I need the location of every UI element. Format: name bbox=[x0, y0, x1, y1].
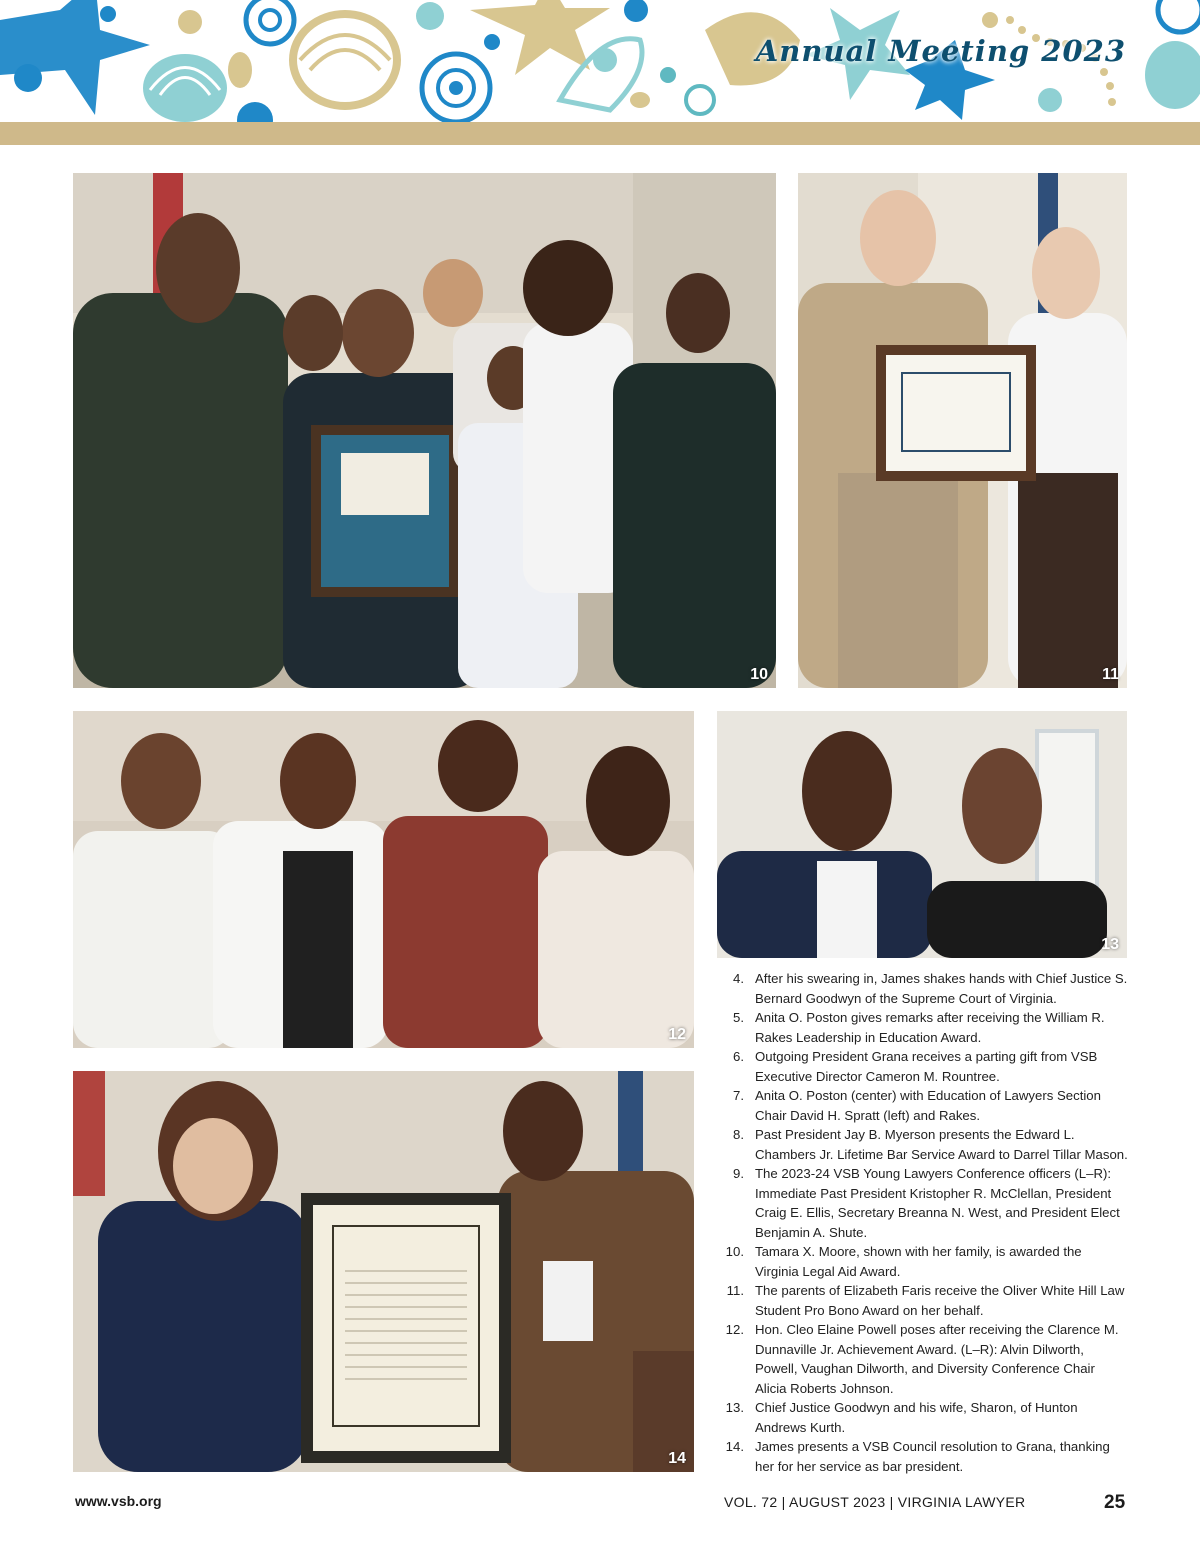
caption-item bbox=[716, 1086, 1128, 1125]
group-portrait-photo-icon bbox=[73, 711, 694, 1048]
caption-text: James presents a VSB Council resolution to Grana, thanking her for her service as bar president. bbox=[755, 1439, 1110, 1474]
couple-portrait-photo-icon bbox=[717, 711, 1127, 958]
caption-list bbox=[716, 969, 1128, 1476]
caption-number: 14. bbox=[725, 1439, 744, 1454]
caption-number: 11. bbox=[726, 1283, 744, 1298]
caption-item bbox=[716, 1125, 1128, 1164]
caption-number: 7. bbox=[733, 1088, 744, 1103]
photo-14 bbox=[73, 1071, 694, 1472]
caption-item bbox=[716, 1164, 1128, 1242]
caption-item bbox=[716, 1398, 1128, 1437]
caption-number: 9. bbox=[733, 1166, 744, 1181]
caption-item bbox=[716, 1047, 1128, 1086]
photo-number: 13 bbox=[1101, 936, 1119, 953]
caption-item bbox=[716, 1437, 1128, 1476]
caption-text: The parents of Elizabeth Faris receive the Oliver White Hill Law Student Pro Bono Award on her behalf. bbox=[755, 1283, 1125, 1318]
caption-item bbox=[716, 1320, 1128, 1398]
caption-number: 5. bbox=[733, 1010, 744, 1025]
photo-number: 12 bbox=[668, 1026, 686, 1043]
resolution-presentation-photo-icon bbox=[73, 1071, 694, 1472]
photo-number: 10 bbox=[750, 666, 768, 683]
photo-12 bbox=[73, 711, 694, 1048]
photo-number: 14 bbox=[668, 1450, 686, 1467]
caption-text: Anita O. Poston (center) with Education of Lawyers Section Chair David H. Spratt (left) and Rakes. bbox=[755, 1088, 1101, 1123]
award-presentation-photo-icon bbox=[798, 173, 1127, 688]
caption-text: Outgoing President Grana receives a parting gift from VSB Executive Director Cameron M. Rountree. bbox=[755, 1049, 1098, 1084]
photo-number: 11 bbox=[1102, 666, 1119, 683]
award-group-photo-icon bbox=[73, 173, 776, 688]
header-banner bbox=[0, 0, 1200, 122]
caption-number: 6. bbox=[733, 1049, 744, 1064]
caption-item bbox=[716, 1008, 1128, 1047]
caption-text: The 2023-24 VSB Young Lawyers Conference officers (L–R): Immediate Past President Kristopher R. McClellan, President Craig E. Ellis, Secretary Breanna N. West, and President Elect Benjamin A. Shute. bbox=[755, 1166, 1120, 1240]
caption-item bbox=[716, 969, 1128, 1008]
caption-text: Chief Justice Goodwyn and his wife, Sharon, of Hunton Andrews Kurth. bbox=[755, 1400, 1078, 1435]
photo-11 bbox=[798, 173, 1127, 688]
caption-text: Anita O. Poston gives remarks after receiving the William R. Rakes Leadership in Education Award. bbox=[755, 1010, 1105, 1045]
page-number: 25 bbox=[1104, 1492, 1126, 1513]
photo-13 bbox=[717, 711, 1127, 958]
caption-number: 12. bbox=[725, 1322, 744, 1337]
footer-issue: VOL. 72 | AUGUST 2023 | VIRGINIA LAWYER bbox=[724, 1494, 1026, 1510]
caption-number: 4. bbox=[733, 971, 744, 986]
caption-text: Tamara X. Moore, shown with her family, is awarded the Virginia Legal Aid Award. bbox=[755, 1244, 1082, 1279]
caption-number: 13. bbox=[725, 1400, 744, 1415]
caption-item bbox=[716, 1281, 1128, 1320]
caption-number: 8. bbox=[733, 1127, 744, 1142]
caption-item bbox=[716, 1242, 1128, 1281]
photo-10 bbox=[73, 173, 776, 688]
caption-text: After his swearing in, James shakes hands with Chief Justice S. Bernard Goodwyn of the Supreme Court of Virginia. bbox=[755, 971, 1128, 1006]
caption-text: Past President Jay B. Myerson presents the Edward L. Chambers Jr. Lifetime Bar Service Award to Darrel Tillar Mason. bbox=[755, 1127, 1128, 1162]
caption-number: 10. bbox=[725, 1244, 744, 1259]
footer-website: www.vsb.org bbox=[75, 1493, 162, 1509]
banner-title: Annual Meeting 2023 bbox=[755, 34, 1126, 68]
header-rule bbox=[0, 122, 1200, 145]
caption-text: Hon. Cleo Elaine Powell poses after receiving the Clarence M. Dunnaville Jr. Achievement Award. (L–R): Alvin Dilworth, Powell, Vaughan Dilworth, and Diversity Conference Chair Alicia Roberts Johnson. bbox=[755, 1322, 1119, 1396]
